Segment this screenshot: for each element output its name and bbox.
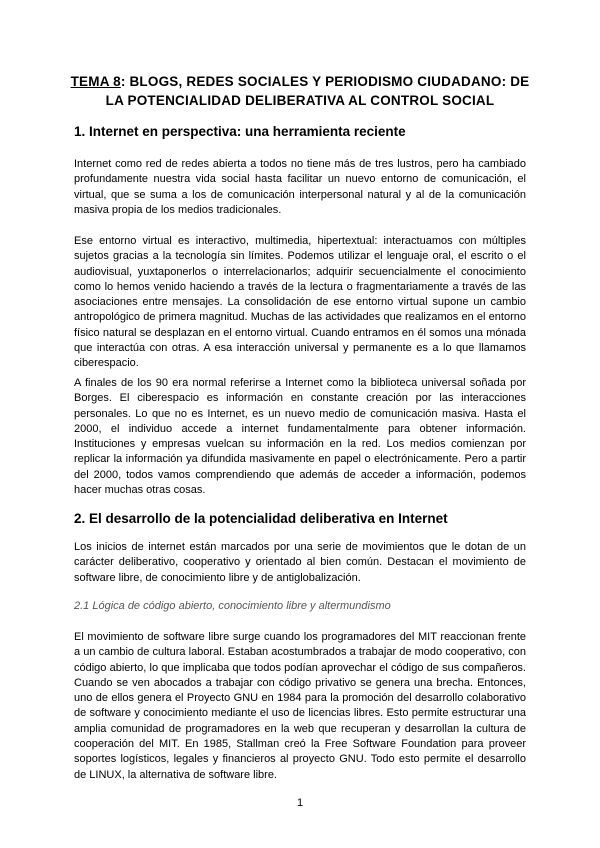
section-1-heading: 1. Internet en perspectiva: una herramienta reciente bbox=[74, 124, 406, 139]
page-number: 1 bbox=[296, 797, 304, 809]
subsection-2-1-heading: 2.1 Lógica de código abierto, conocimiento libre y altermundismo bbox=[74, 600, 391, 612]
section-1-paragraph-3: A finales de los 90 era normal referirse a Internet como la biblioteca universal soñada por Borges. El ciberespacio es información en constante creación por las interacciones personales. Lo que no es Internet, es un nuevo medio de comunicación masiva. Hasta el 2000, el individuo accede a internet fundamentalmente para obtener información. Instituciones y empresas vuelcan su información en la red. Los medios comienzan por replicar la información ya difundida masivamente en papel o electrónicamente. Pero a partir del 2000, todos vamos comprendiendo que además de acceder a información, podemos hacer muchas otras cosas. bbox=[74, 377, 526, 497]
section-2-heading: 2. El desarrollo de la potencialidad deliberativa en Internet bbox=[74, 511, 448, 526]
section-2-paragraph-1: Los inicios de internet están marcados por una serie de movimientos que le dotan de un carácter deliberativo, cooperativo y orientado al bien común. Destacan el movimiento de software libre, de conocimiento libre y de antiglobalización. bbox=[74, 541, 526, 584]
section-1-paragraph-2: Ese entorno virtual es interactivo, multimedia, hipertextual: interactuamos con múltiples sujetos gracias a la tecnología sin límites. Podemos utilizar el lenguaje oral, el escrito o el audiovisual, yuxtaponerlos o interrelacionarlos; adquirir secuencialmente el conocimiento como lo hemos venido haciendo a través de la lectura o fragmentariamente a través de las asociaciones entre mensajes. La consolidación de ese entorno virtual supone un cambio antropológico de primera magnitud. Muchas de las actividades que realizamos en el entorno físico natural se desplazan en el entorno virtual. Cuando entramos en él somos una mónada que interactúa con otras. A esa interacción universal y permanente es a lo que llamamos ciberespacio. bbox=[74, 235, 526, 370]
document-title bbox=[60, 72, 540, 110]
title-text: : BLOGS, REDES SOCIALES Y PERIODISMO CIUDADANO: DE LA POTENCIALIDAD DELIBERATIVA AL CONTROL SOCIAL bbox=[105, 74, 530, 108]
subsection-2-1-paragraph-1: El movimiento de software libre surge cuando los programadores del MIT reaccionan frente a un cambio de cultura laboral. Estaban acostumbrados a trabajar de modo cooperativo, con código abierto, lo que implicaba que todos podían aprovechar el código de sus compañeros. Cuando se ven abocados a trabajar con código privativo se genera una brecha. Entonces, uno de ellos genera el Proyecto GNU en 1984 para la promoción del desarrollo colaborativo de software y conocimiento mediante el uso de licencias libres. Esto permite estructurar una amplia comunidad de programadores en la web que recuperan y desarrollan la cultura de cooperación del MIT. En 1985, Stallman creó la Free Software Foundation para proveer soportes logísticos, legales y financieros al proyecto GNU. Todo esto permite el desarrollo de LINUX, la alternativa de software libre. bbox=[74, 631, 526, 781]
section-1-paragraph-1: Internet como red de redes abierta a todos no tiene más de tres lustros, pero ha cambiado profundamente nuestra vida social hasta facilitar un nuevo entorno de comunicación, el virtual, que se suma a los de comunicación interpersonal natural y al de la comunicación masiva propia de los medios tradicionales. bbox=[74, 158, 526, 216]
title-label: TEMA 8 bbox=[70, 74, 121, 89]
